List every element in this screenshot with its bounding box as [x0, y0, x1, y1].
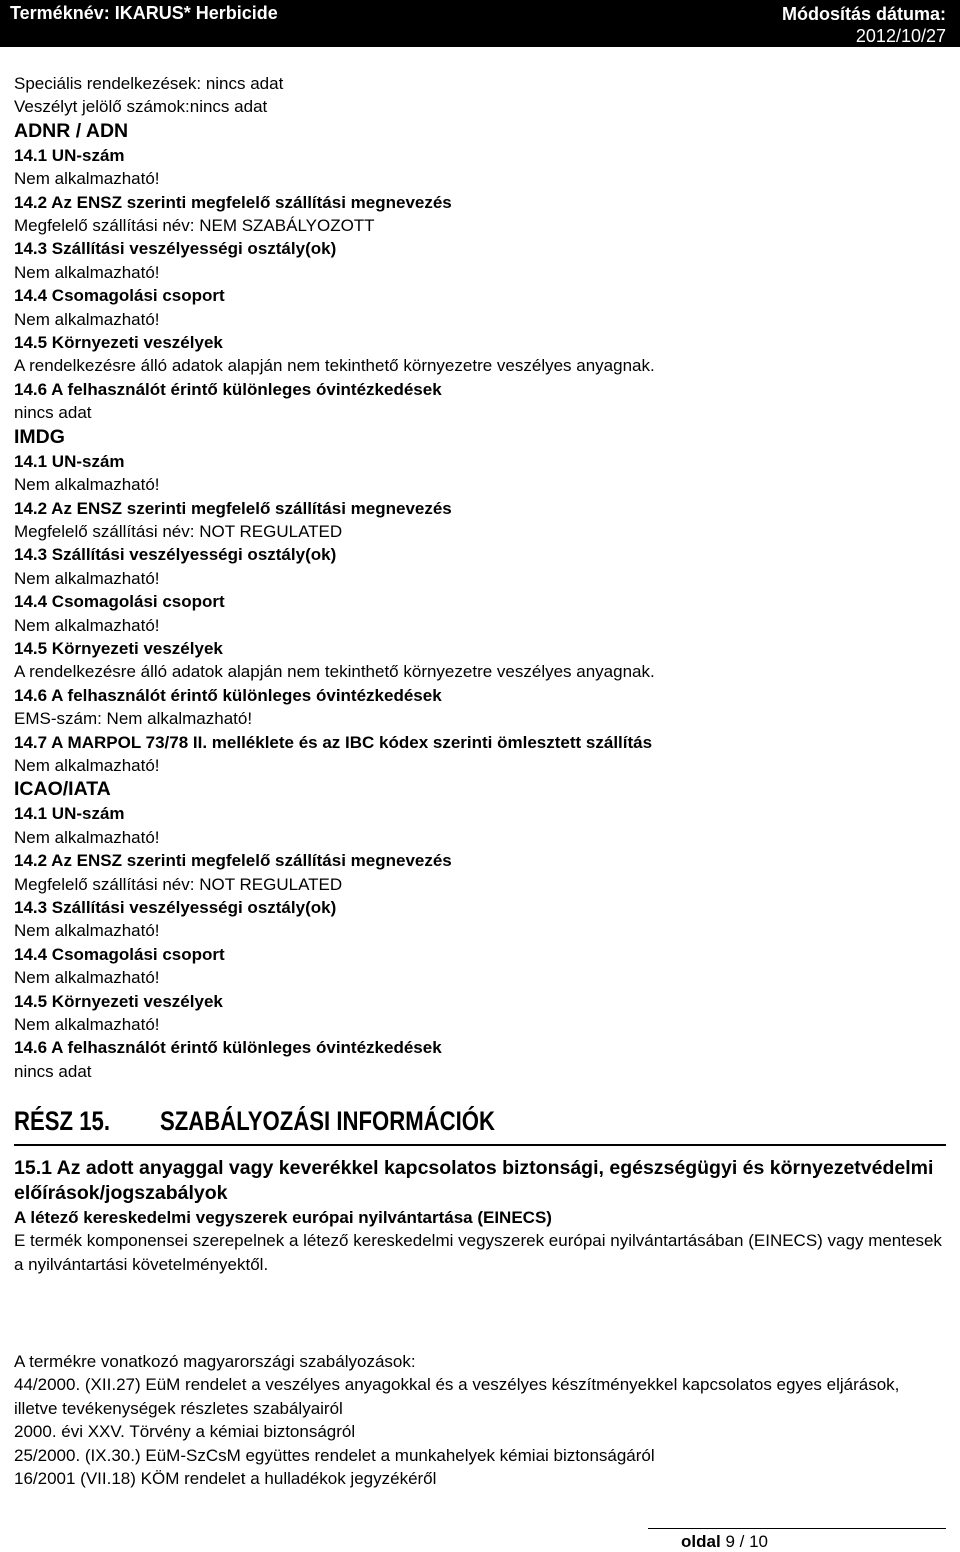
hungarian-intro: A termékre vonatkozó magyarországi szabályozások:: [14, 1352, 416, 1371]
item-text: EMS-szám: Nem alkalmazható!: [14, 709, 253, 729]
item-text: Nem alkalmazható!: [14, 262, 160, 282]
hungarian-item: 2000. évi XXV. Törvény a kémiai biztonságról: [14, 1422, 356, 1442]
section-number: RÉSZ 15.: [14, 1106, 110, 1136]
mode-heading: IMDG: [14, 425, 65, 448]
item-text: Nem alkalmazható!: [14, 968, 160, 988]
mode-heading: ICAO/IATA: [14, 778, 111, 801]
item-text: Megfelelő szállítási név: NOT REGULATED: [14, 521, 343, 541]
item-heading: 14.3 Szállítási veszélyességi osztály(ok): [14, 545, 337, 565]
einecs-heading: A létező kereskedelmi vegyszerek európai nyilvántartása (EINECS): [14, 1208, 552, 1227]
footer-rule: [648, 1528, 946, 1529]
item-heading: 14.2 Az ENSZ szerinti megfelelő szállítási megnevezés: [14, 851, 452, 871]
item-text: nincs adat: [14, 403, 92, 423]
item-heading: 14.5 Környezeti veszélyek: [14, 638, 223, 658]
item-heading: 14.4 Csomagolási csoport: [14, 944, 225, 964]
item-text: nincs adat: [14, 1061, 92, 1081]
item-text: A rendelkezésre álló adatok alapján nem tekinthető környezetre veszélyes anyagnak.: [14, 356, 655, 376]
item-heading: 14.2 Az ENSZ szerinti megfelelő szállítási megnevezés: [14, 192, 452, 212]
product-name: Terméknév: IKARUS* Herbicide: [10, 3, 278, 23]
section-15-header: [14, 1104, 946, 1146]
item-heading: 14.1 UN-szám: [14, 804, 125, 824]
transport-info: [14, 72, 946, 1083]
mode-heading: ADNR / ADN: [14, 119, 129, 142]
page-label: oldal: [681, 1532, 721, 1551]
item-heading: 14.4 Csomagolási csoport: [14, 286, 225, 306]
page-number: 9 / 10: [725, 1532, 768, 1551]
item-heading: 14.5 Környezeti veszélyek: [14, 333, 223, 353]
item-text: Nem alkalmazható!: [14, 309, 160, 329]
item-text: Megfelelő szállítási név: NOT REGULATED: [14, 874, 343, 894]
item-heading: 14.1 UN-szám: [14, 145, 125, 165]
hungarian-regulations: [14, 1350, 946, 1490]
item-heading: 14.3 Szállítási veszélyességi osztály(ok): [14, 239, 337, 259]
hungarian-item: 16/2001 (VII.18) KÖM rendelet a hulladékok jegyzékéről: [14, 1469, 437, 1489]
item-heading: 14.6 A felhasználót érintő különleges óvintézkedések: [14, 379, 442, 399]
item-text: Nem alkalmazható!: [14, 475, 160, 495]
item-text: Nem alkalmazható!: [14, 568, 160, 588]
regulations-block: [14, 1156, 946, 1276]
item-text: Nem alkalmazható!: [14, 615, 160, 635]
modified-block: [782, 3, 946, 47]
einecs-text: E termék komponensei szerepelnek a létező kereskedelmi vegyszerek európai nyilvántartásában (EINECS) vagy mentesek a nyilvántartási követelményektől.: [14, 1231, 942, 1274]
item-heading: 14.4 Csomagolási csoport: [14, 592, 225, 612]
modified-label: Módosítás dátuma:: [781, 4, 946, 24]
page-footer: [681, 1532, 768, 1552]
item-text: Nem alkalmazható!: [14, 169, 160, 189]
modified-date: 2012/10/27: [855, 26, 946, 46]
hungarian-item: 44/2000. (XII.27) EüM rendelet a veszélyes anyagokkal és a veszélyes készítményekkel kapcsolatos egyes eljárások, illetve tevékenységek részletes szabályairól: [14, 1375, 900, 1418]
item-text: Megfelelő szállítási név: NEM SZABÁLYOZOTT: [14, 216, 375, 236]
item-heading: 14.6 A felhasználót érintő különleges óvintézkedések: [14, 685, 442, 705]
item-text: Speciális rendelkezések: nincs adat: [14, 74, 284, 93]
item-heading: 14.2 Az ENSZ szerinti megfelelő szállítási megnevezés: [14, 498, 452, 518]
section-title: SZABÁLYOZÁSI INFORMÁCIÓK: [160, 1106, 495, 1136]
item-text: Nem alkalmazható!: [14, 1015, 160, 1035]
hungarian-item: 25/2000. (IX.30.) EüM-SzCsM együttes rendelet a munkahelyek kémiai biztonságáról: [14, 1445, 655, 1465]
item-text: Nem alkalmazható!: [14, 827, 160, 847]
item-heading: 14.1 UN-szám: [14, 451, 125, 471]
item-heading: 14.5 Környezeti veszélyek: [14, 991, 223, 1011]
item-text: Veszélyt jelölő számok:nincs adat: [14, 97, 268, 117]
item-text: Nem alkalmazható!: [14, 921, 160, 941]
item-text: A rendelkezésre álló adatok alapján nem tekinthető környezetre veszélyes anyagnak.: [14, 662, 655, 682]
item-heading: 14.3 Szállítási veszélyességi osztály(ok): [14, 898, 337, 917]
item-heading: 14.6 A felhasználót érintő különleges óvintézkedések: [14, 1038, 442, 1058]
page-header: [0, 0, 960, 47]
item-heading: 14.7 A MARPOL 73/78 II. melléklete és az IBC kódex szerinti ömlesztett szállítás: [14, 732, 653, 752]
item-text: Nem alkalmazható!: [14, 755, 160, 775]
regulations-heading: 15.1 Az adott anyaggal vagy keverékkel kapcsolatos biztonsági, egészségügyi és környezetvédelmi előírások/jogszabályok: [14, 1157, 934, 1204]
